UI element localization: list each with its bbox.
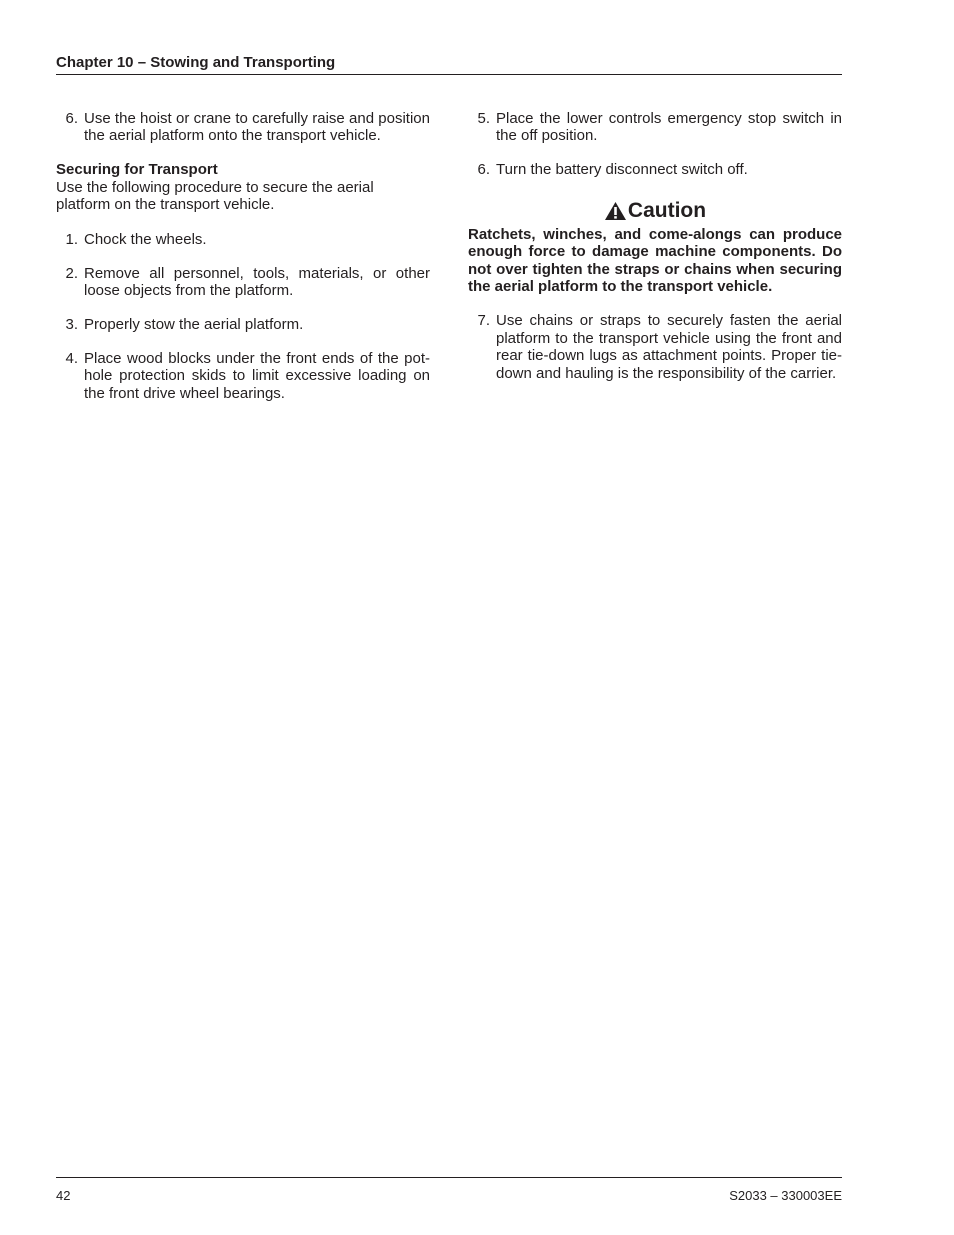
step-text: Properly stow the aerial platform. xyxy=(84,316,304,334)
document-id: S2033 – 330003EE xyxy=(729,1188,842,1203)
step-text: Turn the battery disconnect switch off. xyxy=(496,161,748,179)
list-item xyxy=(56,350,430,402)
step-text: Remove all personnel, tools, materials, or other loose objects from the platform. xyxy=(84,264,430,300)
page-number: 42 xyxy=(56,1188,71,1203)
page-footer xyxy=(56,1177,842,1204)
list-item xyxy=(56,110,430,145)
caution-heading xyxy=(468,199,842,223)
left-column xyxy=(56,110,430,419)
list-item xyxy=(56,316,430,333)
step-text: Chock the wheels. xyxy=(84,230,207,248)
step-number: 3. xyxy=(65,316,78,334)
list-item xyxy=(468,161,842,178)
chapter-title: Chapter 10 – Stowing and Transporting xyxy=(56,54,336,71)
step-number: 6. xyxy=(477,161,490,179)
step-number: 1. xyxy=(65,230,78,248)
caution-text: Ratchets, winches, and come-alongs can produce enough force to damage machine components. Do not over tighten the straps or chains when securing the aerial platform to the transport vehicle. xyxy=(468,225,842,296)
section-intro: Use the following procedure to secure the aerial platform on the transport vehicle. xyxy=(56,178,374,214)
step-number: 5. xyxy=(477,110,490,127)
step-number: 6. xyxy=(65,110,78,127)
step-number: 2. xyxy=(65,264,78,282)
step-number: 7. xyxy=(477,312,490,330)
step-number: 4. xyxy=(65,350,78,368)
list-item xyxy=(56,265,430,300)
list-item xyxy=(468,110,842,145)
page-header xyxy=(56,54,842,75)
step-text: Use the hoist or crane to carefully raise and position the aerial platform onto the transport vehicle. xyxy=(84,110,430,145)
step-text: Use chains or straps to securely fasten the aerial platform to the transport vehicle using the front and rear tie-down lugs as attachment points. Proper tie-down and hauling is the responsibility of the carrier. xyxy=(496,312,842,382)
step-text: Place the lower controls emergency stop switch in the off position. xyxy=(496,110,842,145)
list-item xyxy=(56,231,430,248)
warning-triangle-icon xyxy=(604,201,627,221)
caution-title: Caution xyxy=(627,198,707,222)
section-title: Securing for Transport xyxy=(56,161,218,179)
list-item xyxy=(468,312,842,382)
right-column xyxy=(468,110,842,399)
step-text: Place wood blocks under the front ends of the pot-hole protection skids to limit excessive loading on the front drive wheel bearings. xyxy=(84,350,430,402)
